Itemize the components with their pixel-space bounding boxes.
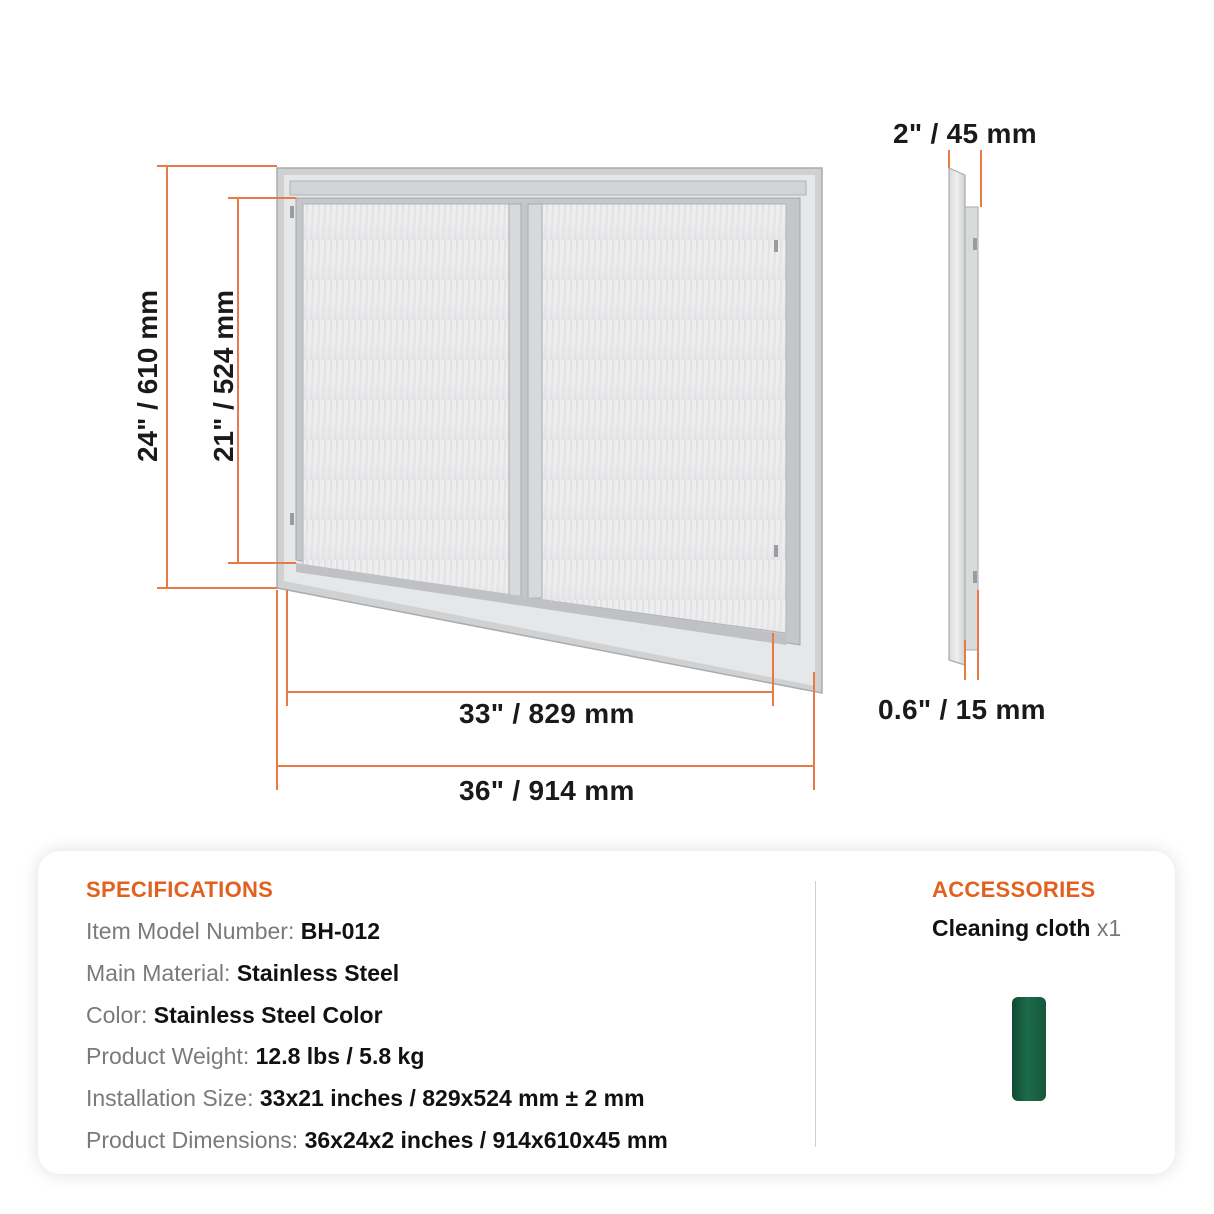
spec-label: Installation Size:	[86, 1085, 260, 1111]
outer-height-label: 24" / 610 mm	[132, 289, 164, 463]
spec-label: Product Weight:	[86, 1043, 256, 1069]
spec-panel	[38, 851, 1175, 1174]
right-handle	[528, 204, 542, 598]
spec-row-material	[86, 960, 399, 987]
spec-label: Color:	[86, 1002, 154, 1028]
panel-divider	[815, 881, 816, 1147]
spec-value: Stainless Steel Color	[153, 1002, 383, 1028]
spec-label: Main Material:	[86, 960, 237, 986]
inner-height-label: 21" / 524 mm	[208, 289, 240, 463]
spec-row-color	[86, 1002, 383, 1029]
outer-width-label: 36" / 914 mm	[459, 775, 635, 806]
accessory-item	[932, 915, 1121, 942]
spec-row-dimensions	[86, 1127, 668, 1154]
accessories-title: ACCESSORIES	[932, 877, 1096, 902]
spec-row-installation-size	[86, 1085, 645, 1112]
spec-row-weight	[86, 1043, 424, 1070]
left-door-panel	[303, 204, 519, 596]
spec-label: Product Dimensions:	[86, 1127, 305, 1153]
sponge-icon	[1012, 997, 1046, 1101]
spec-label: Item Model Number:	[86, 918, 301, 944]
spec-value: 36x24x2 inches / 914x610x45 mm	[304, 1127, 668, 1153]
right-door-panel	[530, 204, 786, 633]
left-handle	[509, 204, 521, 596]
spec-value: 12.8 lbs / 5.8 kg	[255, 1043, 425, 1069]
spec-value: BH-012	[300, 918, 381, 944]
specifications-title: SPECIFICATIONS	[86, 877, 274, 902]
side-profile	[949, 168, 965, 665]
accessory-qty: x1	[1090, 915, 1122, 941]
accessory-name: Cleaning cloth	[932, 915, 1091, 941]
spec-value: Stainless Steel	[236, 960, 400, 986]
inner-width-label: 33" / 829 mm	[459, 698, 635, 729]
flange-label: 0.6" / 15 mm	[878, 694, 1046, 725]
spec-row-model	[86, 918, 380, 945]
spec-value: 33x21 inches / 829x524 mm ± 2 mm	[259, 1085, 645, 1111]
depth-label: 2" / 45 mm	[893, 118, 1037, 149]
